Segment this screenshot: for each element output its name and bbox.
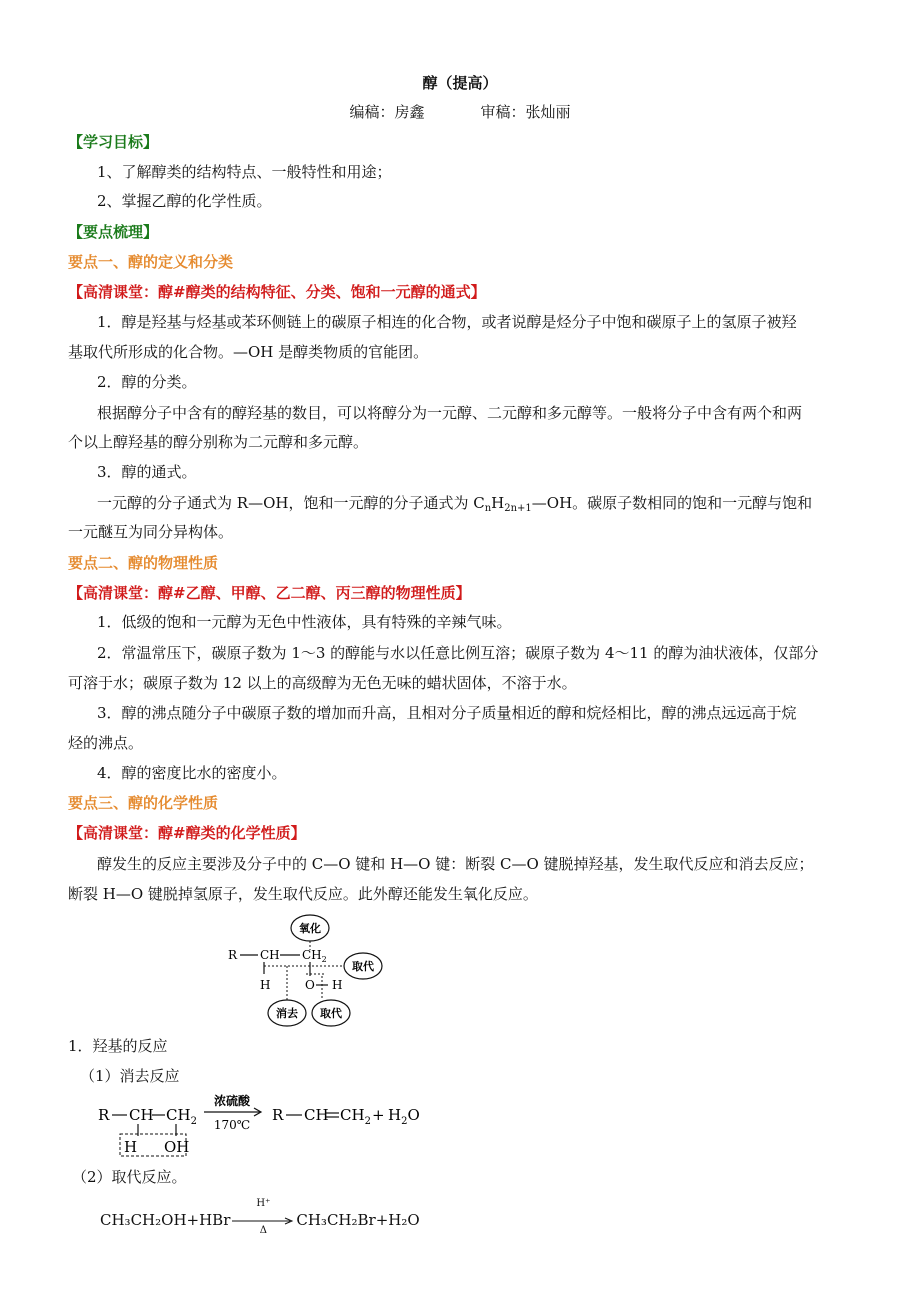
- svg-text:R: R: [272, 1106, 284, 1124]
- paragraph: 烃的沸点。: [68, 734, 144, 752]
- paragraph-formula: 一元醇的分子通式为 R—OH，饱和一元醇的分子通式为 $C_nH_{2n+1}—OH$。碳原子数相同的饱和一元醇与饱和: [97, 494, 813, 514]
- products: CH₃CH₂Br+H₂O: [296, 1211, 420, 1229]
- label-oxidation: 氧化: [299, 922, 321, 935]
- page-title: 醇（提高）: [422, 74, 498, 92]
- atom-oh-h: H: [332, 978, 343, 992]
- label-elimination: 消去: [276, 1007, 298, 1020]
- summary-heading: 【要点梳理】: [68, 223, 159, 241]
- paragraph: 2．醇的分类。: [97, 373, 197, 391]
- editor: 编稿：房鑫: [349, 103, 425, 121]
- label-substitution-bottom: 取代: [320, 1007, 342, 1020]
- svg-text:CH: CH: [304, 1106, 329, 1124]
- section-heading: 1．羟基的反应: [68, 1037, 168, 1055]
- atom-h: H: [260, 978, 271, 992]
- paragraph: 根据醇分子中含有的醇羟基的数目，可以将醇分为一元醇、二元醇和多元醇等。一般将分子中含有两个和两: [97, 404, 803, 422]
- svg-text:OH: OH: [164, 1138, 190, 1156]
- paragraph: 基取代所形成的化合物。—OH 是醇类物质的官能团。: [68, 343, 429, 361]
- elimination-label: （1）消去反应: [80, 1067, 180, 1085]
- point2-course-link: 【高清课堂：醇#乙醇、甲醇、乙二醇、丙三醇的物理性质】: [68, 584, 471, 602]
- elimination-equation: [96, 1090, 436, 1160]
- goals-heading: 【学习目标】: [68, 133, 159, 151]
- paragraph: 1．低级的饱和一元醇为无色中性液体，具有特殊的辛辣气味。: [97, 613, 512, 631]
- paragraph: 3．醇的沸点随分子中碳原子数的增加而升高，且相对分子质量相近的醇和烷烃相比，醇的沸点远远高于烷: [97, 704, 797, 722]
- arrow-condition-top: H⁺: [256, 1198, 271, 1209]
- substitution-label: （2）取代反应。: [72, 1168, 187, 1186]
- bond-cleavage-diagram: [224, 912, 394, 1030]
- paragraph: 醇发生的反应主要涉及分子中的 C—O 键和 H—O 键：断裂 C—O 键脱掉羟基，发生取代反应和消去反应；: [97, 855, 814, 873]
- point3-heading: 要点三、醇的化学性质: [68, 794, 219, 812]
- label-substitution-right: 取代: [352, 960, 374, 973]
- goal-item: 2、掌握乙醇的化学性质。: [97, 192, 272, 210]
- author-line: [0, 101, 920, 123]
- svg-text:CH: CH: [129, 1106, 154, 1124]
- paragraph: 2．常温常压下，碳原子数为 1～3 的醇能与水以任意比例互溶；碳原子数为 4～11 的醇为油状液体，仅部分: [97, 644, 819, 662]
- atom-ch: CH: [260, 948, 280, 962]
- reviewer: 审稿：张灿丽: [480, 103, 571, 121]
- atom-ch2: $CH_2$: [302, 948, 327, 964]
- point2-heading: 要点二、醇的物理性质: [68, 554, 219, 572]
- svg-text:CH2: $CH_2$: [166, 1106, 197, 1127]
- paragraph: 可溶于水；碳原子数为 12 以上的高级醇为无色无味的蜡状固体，不溶于水。: [68, 674, 577, 692]
- reactants: CH₃CH₂OH+HBr: [100, 1211, 231, 1229]
- point3-course-link: 【高清课堂：醇#醇类的化学性质】: [68, 824, 306, 842]
- svg-text:R: R: [98, 1106, 110, 1124]
- paragraph: 个以上醇羟基的醇分别称为二元醇和多元醇。: [68, 433, 369, 451]
- svg-text:CH2: $CH_2$: [340, 1106, 371, 1127]
- paragraph: 1．醇是羟基与烃基或苯环侧链上的碳原子相连的化合物，或者说醇是烃分子中饱和碳原子上的氢原子被羟: [97, 313, 797, 331]
- goal-item: 1、了解醇类的结构特点、一般特性和用途；: [97, 163, 392, 181]
- paragraph: 一元醚互为同分异构体。: [68, 523, 234, 541]
- arrow-condition-bottom: Δ: [259, 1225, 267, 1236]
- paragraph: 3．醇的通式。: [97, 463, 197, 481]
- reaction-arrow: [230, 1198, 296, 1236]
- point1-course-link: 【高清课堂：醇#醇类的结构特征、分类、饱和一元醇的通式】: [68, 283, 486, 301]
- atom-o: O: [305, 978, 315, 992]
- condition-top: 浓硫酸: [213, 1094, 251, 1108]
- svg-text:H2O: $H_2O$: [388, 1106, 420, 1127]
- substitution-equation: [100, 1198, 420, 1236]
- paragraph: 断裂 H—O 键脱掉氢原子，发生取代反应。此外醇还能发生氧化反应。: [68, 885, 538, 903]
- condition-bottom: 170℃: [213, 1118, 251, 1132]
- point1-heading: 要点一、醇的定义和分类: [68, 253, 234, 271]
- svg-text:+: +: [372, 1106, 385, 1124]
- svg-text:H: H: [124, 1138, 138, 1156]
- atom-r: R: [228, 948, 238, 962]
- paragraph: 4．醇的密度比水的密度小。: [97, 764, 287, 782]
